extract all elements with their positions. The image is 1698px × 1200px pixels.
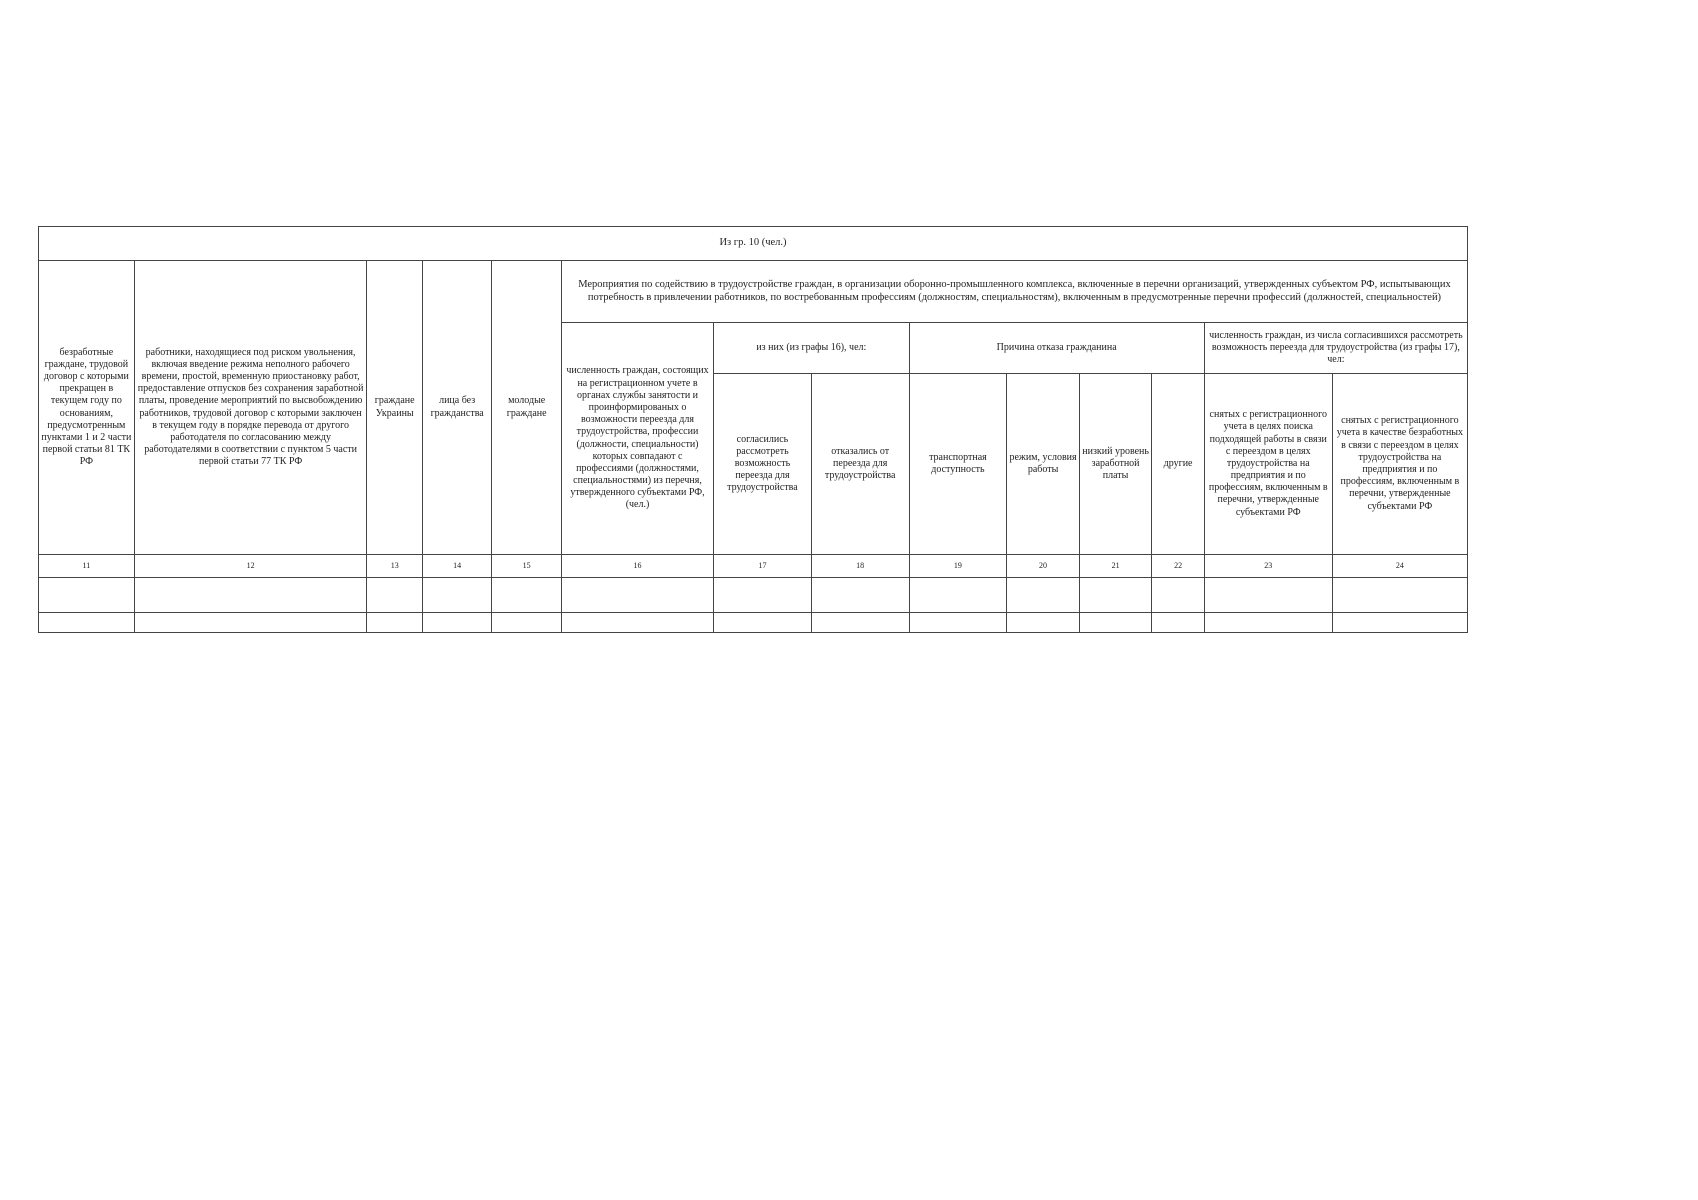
group-of-them-header: из них (из графы 16), чел: bbox=[714, 323, 909, 374]
data-cell[interactable] bbox=[39, 613, 135, 633]
data-cell[interactable] bbox=[422, 613, 492, 633]
column-number: 20 bbox=[1007, 555, 1080, 578]
table-row bbox=[39, 578, 1468, 613]
column-number: 23 bbox=[1204, 555, 1332, 578]
table-row bbox=[39, 613, 1468, 633]
data-cell[interactable] bbox=[1204, 613, 1332, 633]
col-22-header: другие bbox=[1152, 374, 1204, 555]
col-14-header: лица без гражданства bbox=[422, 261, 492, 555]
data-cell[interactable] bbox=[1204, 578, 1332, 613]
column-number: 15 bbox=[492, 555, 562, 578]
column-number: 16 bbox=[561, 555, 713, 578]
table-title-row bbox=[39, 227, 1468, 261]
data-cell[interactable] bbox=[1152, 578, 1204, 613]
data-cell[interactable] bbox=[561, 578, 713, 613]
col-16-header: численность граждан, состоящих на регистрационном учете в органах службы занятости и проинформированых о возможности переезда для трудоустройства, профессии (должности, специальности) которых совпадают с профессиями (должностями, специальностями) из перечня, утвержденного субъектами РФ, (чел.) bbox=[561, 323, 713, 555]
report-sheet bbox=[38, 226, 1468, 633]
data-cell[interactable] bbox=[422, 578, 492, 613]
data-cell[interactable] bbox=[909, 613, 1007, 633]
col-15-header: молодые граждане bbox=[492, 261, 562, 555]
data-cell[interactable] bbox=[909, 578, 1007, 613]
data-cell[interactable] bbox=[811, 578, 909, 613]
data-cell[interactable] bbox=[1332, 613, 1467, 633]
column-number: 22 bbox=[1152, 555, 1204, 578]
col-21-header: низкий уровень заработной платы bbox=[1079, 374, 1152, 555]
data-cell[interactable] bbox=[714, 578, 812, 613]
col-13-header: граждане Украины bbox=[367, 261, 422, 555]
data-cell[interactable] bbox=[39, 578, 135, 613]
data-cell[interactable] bbox=[1079, 613, 1152, 633]
column-number: 17 bbox=[714, 555, 812, 578]
group-agreed-header: численность граждан, из числа согласившихся рассмотреть возможность переезда для трудоустройства (из графы 17), чел: bbox=[1204, 323, 1467, 374]
data-cell[interactable] bbox=[492, 578, 562, 613]
column-number: 21 bbox=[1079, 555, 1152, 578]
data-cell[interactable] bbox=[367, 578, 422, 613]
event-group-header: Мероприятия по содействию в трудоустройстве граждан, в организации оборонно-промышленного комплекса, включенные в перечни организаций, утвержденных субъектом РФ, испытывающих потребность в привлечении работников, по востребованным профессиям (должностям, специальностям), включенным в предусмотренные перечни профессий (должностей, специальностей) bbox=[561, 261, 1467, 323]
column-number: 18 bbox=[811, 555, 909, 578]
header-row-1 bbox=[39, 261, 1468, 323]
col-12-header: работники, находящиеся под риском увольнения, включая введение режима неполного рабочего времени, простой, временную приостановку работ, предоставление отпусков без сохранения заработной платы, проведение мероприятий по высвобождению работников, трудовой договор с которыми заключен в текущем году в порядке перевода от другого работодателя по согласованию между работодателями в соответствии с пунктом 5 части первой статьи 77 ТК РФ bbox=[134, 261, 367, 555]
table-title: Из гр. 10 (чел.) bbox=[39, 227, 1468, 261]
data-cell[interactable] bbox=[714, 613, 812, 633]
column-number: 12 bbox=[134, 555, 367, 578]
col-18-header: отказались от переезда для трудоустройства bbox=[811, 374, 909, 555]
data-cell[interactable] bbox=[1007, 613, 1080, 633]
group-reason-header: Причина отказа гражданина bbox=[909, 323, 1204, 374]
data-cell[interactable] bbox=[1332, 578, 1467, 613]
data-cell[interactable] bbox=[492, 613, 562, 633]
data-cell[interactable] bbox=[1079, 578, 1152, 613]
data-cell[interactable] bbox=[811, 613, 909, 633]
data-cell[interactable] bbox=[1152, 613, 1204, 633]
column-number: 11 bbox=[39, 555, 135, 578]
column-number: 19 bbox=[909, 555, 1007, 578]
col-24-header: снятых с регистрационного учета в качестве безработных в связи с переездом в целях трудоустройства на предприятия и по профессиям, включенным в перечни, утвержденные субъектами РФ bbox=[1332, 374, 1467, 555]
report-table bbox=[38, 226, 1468, 633]
col-23-header: снятых с регистрационного учета в целях поиска подходящей работы в связи с переездом в целях трудоустройства на предприятия и по профессиям, включенным в перечни, утвержденные субъектами РФ bbox=[1204, 374, 1332, 555]
col-19-header: транспортная доступность bbox=[909, 374, 1007, 555]
col-11-header: безработные граждане, трудовой договор с которыми прекращен в текущем году по основаниям, предусмотренным пунктами 1 и 2 части первой статьи 81 ТК РФ bbox=[39, 261, 135, 555]
column-number: 13 bbox=[367, 555, 422, 578]
data-cell[interactable] bbox=[134, 578, 367, 613]
col-17-header: согласились рассмотреть возможность переезда для трудоустройства bbox=[714, 374, 812, 555]
data-cell[interactable] bbox=[367, 613, 422, 633]
column-numbers-row bbox=[39, 555, 1468, 578]
col-20-header: режим, условия работы bbox=[1007, 374, 1080, 555]
column-number: 14 bbox=[422, 555, 492, 578]
data-cell[interactable] bbox=[1007, 578, 1080, 613]
column-number: 24 bbox=[1332, 555, 1467, 578]
data-cell[interactable] bbox=[561, 613, 713, 633]
data-cell[interactable] bbox=[134, 613, 367, 633]
